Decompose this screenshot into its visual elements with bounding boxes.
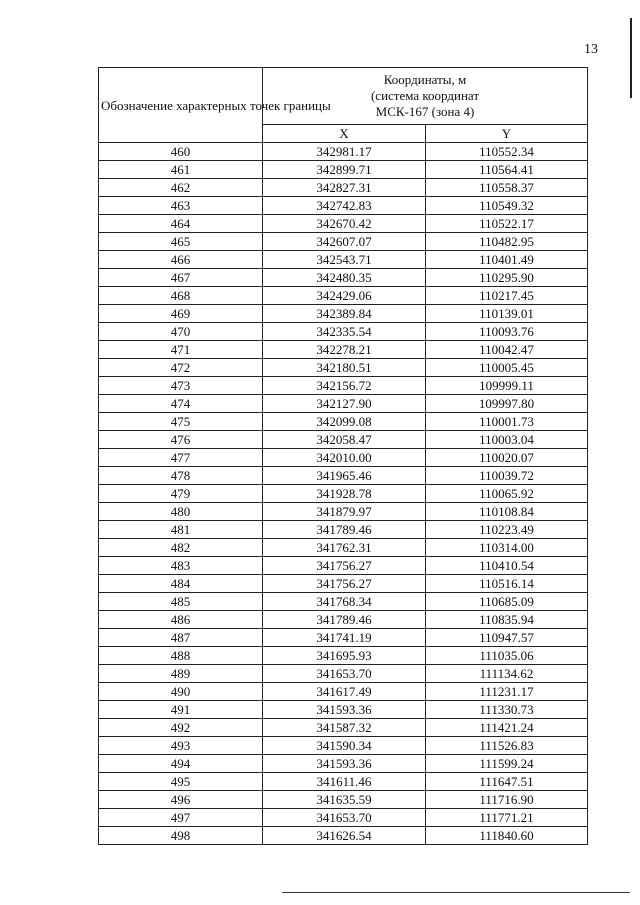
table-row [99,161,588,179]
cell-x: 342981.17 [263,143,426,161]
cell-y: 110410.54 [426,557,588,575]
cell-point: 479 [99,485,263,503]
table-row [99,647,588,665]
cell-x: 341587.32 [263,719,426,737]
cell-y: 111647.51 [426,773,588,791]
cell-point: 478 [99,467,263,485]
cell-y: 111716.90 [426,791,588,809]
cell-x: 341789.46 [263,521,426,539]
cell-x: 342180.51 [263,359,426,377]
cell-x: 341762.31 [263,539,426,557]
header-y: Y [426,125,588,143]
table-row [99,611,588,629]
cell-y: 110401.49 [426,251,588,269]
cell-x: 342156.72 [263,377,426,395]
scan-edge-line [630,18,632,98]
table-row [99,809,588,827]
table-row [99,413,588,431]
cell-y: 111231.17 [426,683,588,701]
table-row [99,251,588,269]
table-row [99,197,588,215]
cell-point: 475 [99,413,263,431]
cell-x: 341653.70 [263,809,426,827]
cell-y: 110835.94 [426,611,588,629]
table-body [99,143,588,845]
cell-point: 465 [99,233,263,251]
cell-y: 110139.01 [426,305,588,323]
cell-x: 341768.34 [263,593,426,611]
table-row [99,215,588,233]
table-row [99,485,588,503]
table-row [99,233,588,251]
cell-y: 110039.72 [426,467,588,485]
table-row [99,683,588,701]
cell-y: 110108.84 [426,503,588,521]
table-row [99,593,588,611]
cell-point: 485 [99,593,263,611]
table-row [99,143,588,161]
cell-point: 490 [99,683,263,701]
cell-x: 341741.19 [263,629,426,647]
cell-point: 469 [99,305,263,323]
cell-point: 491 [99,701,263,719]
header-coords-line3: МСК-167 (зона 4) [375,104,475,119]
table-row [99,791,588,809]
table-row [99,629,588,647]
cell-y: 110314.00 [426,539,588,557]
table-row [99,449,588,467]
cell-x: 341593.36 [263,701,426,719]
table-row [99,503,588,521]
cell-y: 110564.41 [426,161,588,179]
cell-y: 109999.11 [426,377,588,395]
cell-point: 486 [99,611,263,629]
cell-y: 110558.37 [426,179,588,197]
cell-x: 342058.47 [263,431,426,449]
cell-point: 463 [99,197,263,215]
cell-point: 480 [99,503,263,521]
cell-y: 110522.17 [426,215,588,233]
cell-point: 487 [99,629,263,647]
cell-point: 462 [99,179,263,197]
cell-point: 492 [99,719,263,737]
coordinates-table [98,67,588,845]
cell-point: 498 [99,827,263,845]
cell-x: 341617.49 [263,683,426,701]
cell-point: 496 [99,791,263,809]
cell-x: 341965.46 [263,467,426,485]
cell-x: 341611.46 [263,773,426,791]
cell-point: 464 [99,215,263,233]
cell-x: 341635.59 [263,791,426,809]
cell-x: 342670.42 [263,215,426,233]
cell-point: 497 [99,809,263,827]
table-row [99,179,588,197]
cell-x: 341626.54 [263,827,426,845]
table-row [99,377,588,395]
table-row [99,521,588,539]
cell-y: 110001.73 [426,413,588,431]
cell-y: 110005.45 [426,359,588,377]
cell-x: 342099.08 [263,413,426,431]
cell-y: 110217.45 [426,287,588,305]
table-row [99,719,588,737]
cell-y: 110042.47 [426,341,588,359]
cell-y: 111526.83 [426,737,588,755]
cell-point: 474 [99,395,263,413]
cell-x: 341756.27 [263,557,426,575]
cell-y: 110295.90 [426,269,588,287]
cell-y: 109997.80 [426,395,588,413]
table-row [99,539,588,557]
cell-x: 342010.00 [263,449,426,467]
cell-point: 489 [99,665,263,683]
cell-y: 110482.95 [426,233,588,251]
cell-y: 111599.24 [426,755,588,773]
cell-x: 342480.35 [263,269,426,287]
header-coords-line1: Координаты, м [383,72,467,87]
cell-point: 472 [99,359,263,377]
page-number: 13 [584,42,598,57]
cell-point: 461 [99,161,263,179]
table-row [99,773,588,791]
cell-point: 481 [99,521,263,539]
table-row [99,305,588,323]
table-row [99,341,588,359]
cell-y: 110020.07 [426,449,588,467]
cell-point: 473 [99,377,263,395]
table-row [99,431,588,449]
table-row [99,665,588,683]
cell-x: 342127.90 [263,395,426,413]
cell-x: 341593.36 [263,755,426,773]
table-row [99,827,588,845]
header-x: X [263,125,426,143]
cell-y: 110685.09 [426,593,588,611]
cell-x: 341879.97 [263,503,426,521]
cell-point: 460 [99,143,263,161]
cell-point: 493 [99,737,263,755]
cell-point: 467 [99,269,263,287]
cell-point: 466 [99,251,263,269]
bottom-rule [282,892,630,893]
cell-y: 111421.24 [426,719,588,737]
cell-y: 111840.60 [426,827,588,845]
cell-x: 341695.93 [263,647,426,665]
cell-x: 341653.70 [263,665,426,683]
cell-x: 342543.71 [263,251,426,269]
cell-y: 110065.92 [426,485,588,503]
table-row [99,755,588,773]
cell-y: 110552.34 [426,143,588,161]
cell-y: 111035.06 [426,647,588,665]
table-row [99,359,588,377]
cell-point: 482 [99,539,263,557]
cell-y: 111330.73 [426,701,588,719]
cell-x: 342827.31 [263,179,426,197]
cell-y: 110549.32 [426,197,588,215]
cell-y: 111771.21 [426,809,588,827]
cell-point: 484 [99,575,263,593]
cell-point: 488 [99,647,263,665]
cell-y: 110003.04 [426,431,588,449]
cell-point: 477 [99,449,263,467]
cell-point: 494 [99,755,263,773]
cell-x: 342278.21 [263,341,426,359]
cell-y: 110516.14 [426,575,588,593]
cell-x: 342389.84 [263,305,426,323]
table-row [99,701,588,719]
table-row [99,557,588,575]
table-row [99,395,588,413]
cell-x: 342429.06 [263,287,426,305]
cell-x: 341789.46 [263,611,426,629]
table-row [99,287,588,305]
cell-x: 342335.54 [263,323,426,341]
cell-y: 110947.57 [426,629,588,647]
cell-x: 342899.71 [263,161,426,179]
header-coordinates [263,68,588,125]
cell-point: 470 [99,323,263,341]
cell-point: 495 [99,773,263,791]
table-row [99,467,588,485]
cell-x: 341756.27 [263,575,426,593]
cell-x: 341928.78 [263,485,426,503]
table-row [99,575,588,593]
cell-point: 471 [99,341,263,359]
cell-y: 110223.49 [426,521,588,539]
table-row [99,269,588,287]
cell-x: 342742.83 [263,197,426,215]
cell-y: 110093.76 [426,323,588,341]
table-row [99,323,588,341]
cell-y: 111134.62 [426,665,588,683]
header-coords-line2: (система координат [370,88,480,103]
cell-point: 476 [99,431,263,449]
cell-point: 483 [99,557,263,575]
cell-point: 468 [99,287,263,305]
table-row [99,737,588,755]
cell-x: 342607.07 [263,233,426,251]
cell-x: 341590.34 [263,737,426,755]
header-points: Обозначение характерных точек границы [99,68,263,143]
